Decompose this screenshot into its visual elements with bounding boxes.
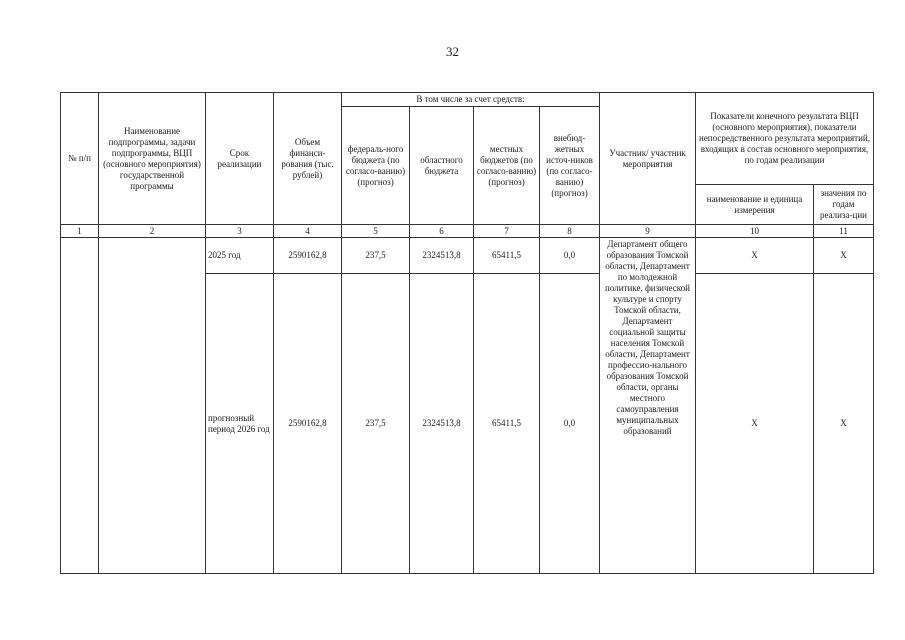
column-number: 1 xyxy=(61,225,99,238)
cell-term: прогнозный период 2026 год xyxy=(206,274,274,574)
cell-extra: 0,0 xyxy=(540,238,600,274)
column-numbers-row xyxy=(61,225,874,238)
header-name: Наименование подпрограммы, задачи подпрограммы, ВЦП (основного мероприятия) государственной программы xyxy=(99,93,206,225)
cell-volume: 2590162,8 xyxy=(274,238,342,274)
column-number: 4 xyxy=(274,225,342,238)
header-regional: областного бюджета xyxy=(410,107,474,225)
column-number: 5 xyxy=(342,225,410,238)
header-volume: Объем финанси-рования (тыс. рублей) xyxy=(274,93,342,225)
column-number: 11 xyxy=(814,225,874,238)
cell-ind-values: Х xyxy=(814,238,874,274)
cell-local: 65411,5 xyxy=(474,274,540,574)
cell-ind-name: Х xyxy=(696,274,814,574)
cell-term: 2025 год xyxy=(206,238,274,274)
financing-table xyxy=(60,92,874,574)
column-number: 6 xyxy=(410,225,474,238)
header-incl-group: В том числе за счет средств: xyxy=(342,93,600,107)
cell-num xyxy=(61,238,99,574)
header-term: Срок реализации xyxy=(206,93,274,225)
cell-extra: 0,0 xyxy=(540,274,600,574)
header-num: № п/п xyxy=(61,93,99,225)
header-federal: федераль-ного бюджета (по согласо-ванию) (прогноз) xyxy=(342,107,410,225)
header-extra: внебюд-жетных источ-ников (по согласо-ванию) (прогноз) xyxy=(540,107,600,225)
cell-local: 65411,5 xyxy=(474,238,540,274)
cell-regional: 2324513,8 xyxy=(410,238,474,274)
header-indicators-group: Показатели конечного результата ВЦП (основного мероприятия), показатели непосредственного результата мероприятий, входящих в состав основного мероприятия, по годам реализации xyxy=(696,93,874,185)
cell-ind-values: Х xyxy=(814,274,874,574)
cell-regional: 2324513,8 xyxy=(410,274,474,574)
cell-participant: Департамент общего образования Томской области, Департамент по молодежной политике, физической культуре и спорту Томской области, Департамент социальной защиты населения Томской области, Департамент профессио-нального образования Томской области, органы местного самоуправления муниципальных образований xyxy=(600,238,696,574)
page-number: 32 xyxy=(446,44,459,59)
column-number: 2 xyxy=(99,225,206,238)
cell-volume: 2590162,8 xyxy=(274,274,342,574)
header-row-1 xyxy=(61,93,874,107)
table-row xyxy=(61,238,874,274)
column-number: 8 xyxy=(540,225,600,238)
header-ind-name: наименование и единица измерения xyxy=(696,185,814,225)
header-ind-values: значения по годам реализа-ции xyxy=(814,185,874,225)
column-number: 9 xyxy=(600,225,696,238)
header-participant: Участник/ участник мероприятия xyxy=(600,93,696,225)
column-number: 7 xyxy=(474,225,540,238)
column-number: 3 xyxy=(206,225,274,238)
cell-name xyxy=(99,238,206,574)
header-local: местных бюджетов (по согласо-ванию) (прогноз) xyxy=(474,107,540,225)
column-number: 10 xyxy=(696,225,814,238)
cell-federal: 237,5 xyxy=(342,274,410,574)
cell-federal: 237,5 xyxy=(342,238,410,274)
cell-ind-name: Х xyxy=(696,238,814,274)
